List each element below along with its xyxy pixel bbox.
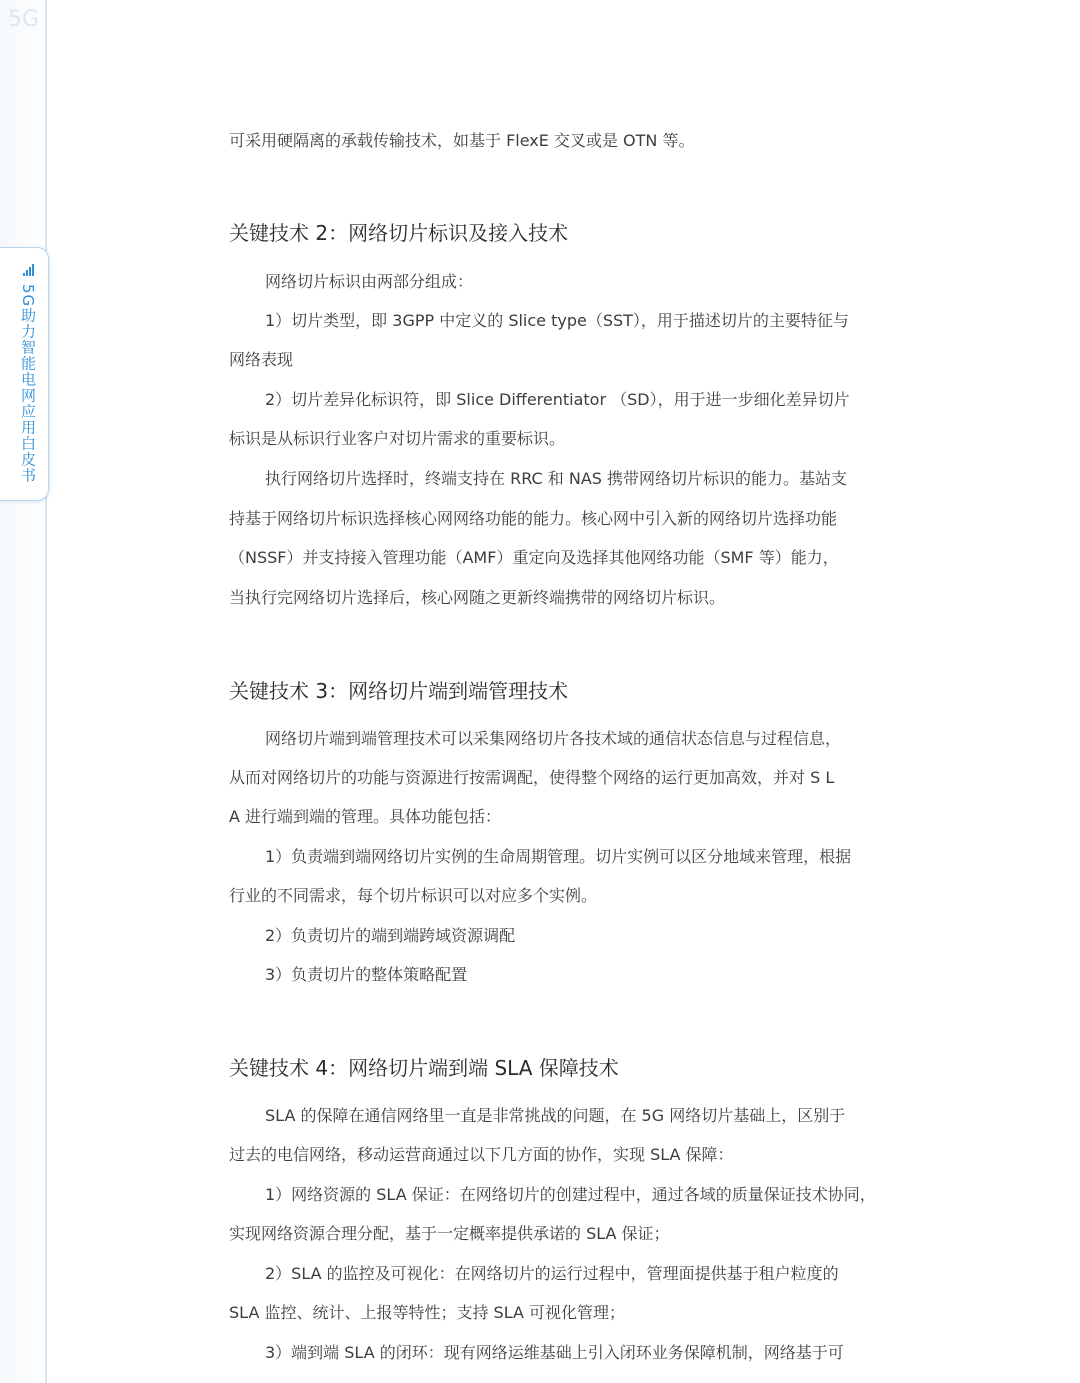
paragraph-line: （NSSF）并支持接入管理功能（AMF）重定向及选择其他网络功能（SMF 等）能力，	[229, 548, 839, 567]
paragraph-line: 当执行完网络切片选择后，核心网随之更新终端携带的网络切片标识。	[229, 588, 726, 607]
paragraph-line: 执行网络切片选择时，终端支持在 RRC 和 NAS 携带网络切片标识的能力。基站支	[265, 469, 848, 488]
paragraph-line: 1）切片类型，即 3GPP 中定义的 Slice type（SST），用于描述切片的主要特征与	[265, 311, 849, 330]
paragraph-line: 可采用硬隔离的承载传输技术，如基于 FlexE 交叉或是 OTN 等。	[229, 131, 695, 150]
side-tab-title: 5G助力智能电网应用白皮书	[19, 284, 37, 484]
paragraph-line: 2）SLA 的监控及可视化：在网络切片的运行过程中，管理面提供基于租户粒度的	[265, 1264, 839, 1283]
paragraph-line: 1）网络资源的 SLA 保证：在网络切片的创建过程中，通过各域的质量保证技术协同，	[265, 1185, 876, 1204]
paragraph-line: A 进行端到端的管理。具体功能包括：	[229, 807, 502, 826]
paragraph-line: 2）切片差异化标识符，即 Slice Differentiator （SD），用于进一步细化差异切片	[265, 390, 850, 409]
paragraph-line: SLA 的保障在通信网络里一直是非常挑战的问题，在 5G 网络切片基础上，区别于	[265, 1106, 846, 1125]
paragraph-line: 3）负责切片的整体策略配置	[265, 965, 468, 984]
signal-bars-icon	[23, 264, 37, 276]
paragraph-line: 行业的不同需求，每个切片标识可以对应多个实例。	[229, 886, 598, 905]
section-heading-3: 关键技术 3：网络切片端到端管理技术	[229, 679, 569, 703]
paragraph-line: 持基于网络切片标识选择核心网网络功能的能力。核心网中引入新的网络切片选择功能	[229, 509, 838, 528]
margin-divider	[45, 0, 47, 1383]
section-heading-4: 关键技术 4：网络切片端到端 SLA 保障技术	[229, 1056, 619, 1080]
paragraph-line: 网络切片端到端管理技术可以采集网络切片各技术域的通信状态信息与过程信息，	[265, 729, 842, 748]
paragraph-line: 1）负责端到端网络切片实例的生命周期管理。切片实例可以区分地域来管理，根据	[265, 847, 852, 866]
paragraph-line: 过去的电信网络，移动运营商通过以下几方面的协作，实现 SLA 保障：	[229, 1145, 734, 1164]
paragraph-line: 网络切片标识由两部分组成：	[265, 272, 474, 291]
paragraph-line: 网络表现	[229, 350, 294, 369]
paragraph-line: 标识是从标识行业客户对切片需求的重要标识。	[229, 429, 566, 448]
paragraph-line: 实现网络资源合理分配，基于一定概率提供承诺的 SLA 保证；	[229, 1224, 670, 1243]
paragraph-line: 从而对网络切片的功能与资源进行按需调配，使得整个网络的运行更加高效，并对 S L	[229, 768, 835, 787]
section-heading-2: 关键技术 2：网络切片标识及接入技术	[229, 221, 569, 245]
corner-watermark: 5G	[8, 7, 40, 32]
paragraph-line: 2）负责切片的端到端跨域资源调配	[265, 926, 516, 945]
paragraph-line: SLA 监控、统计、上报等特性；支持 SLA 可视化管理；	[229, 1303, 626, 1322]
page-left-margin	[0, 0, 46, 1383]
paragraph-line: 3）端到端 SLA 的闭环：现有网络运维基础上引入闭环业务保障机制，网络基于可	[265, 1343, 844, 1362]
